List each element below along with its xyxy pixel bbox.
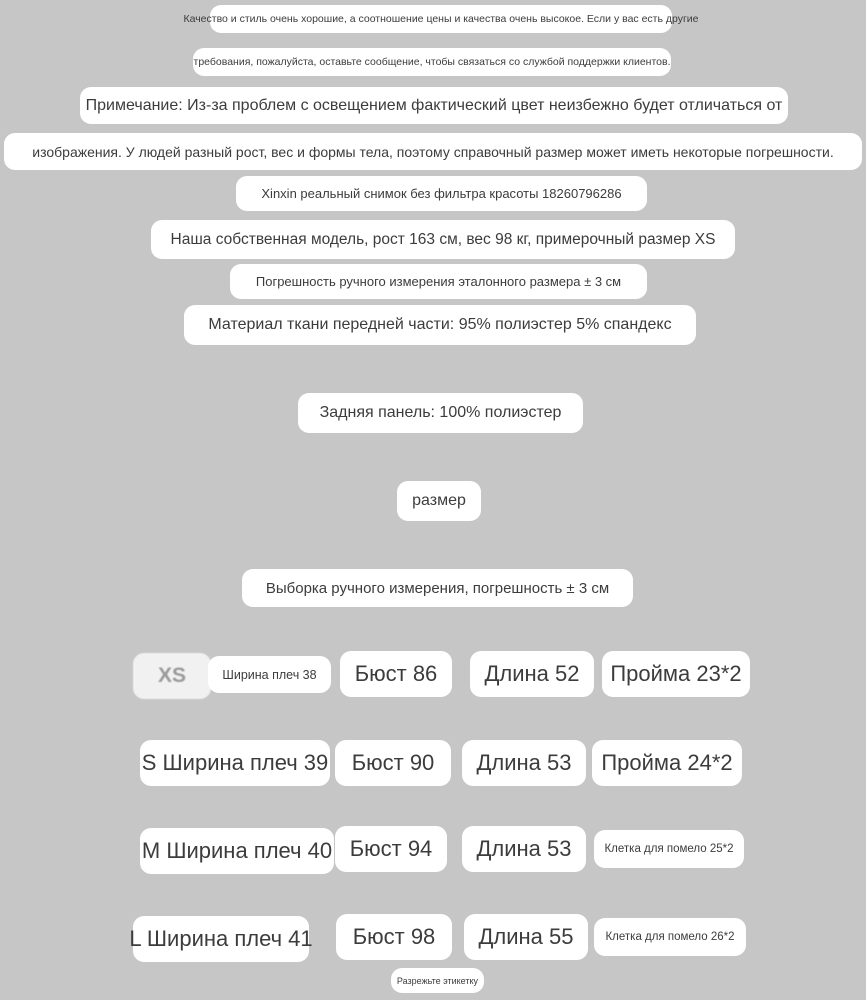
size-s-armhole: Пройма 24*2 bbox=[592, 740, 742, 786]
cut-label-note: Разрежьте этикетку bbox=[391, 968, 484, 993]
size-s-bust: Бюст 90 bbox=[335, 740, 451, 786]
size-l-armhole: Клетка для помело 26*2 bbox=[594, 918, 746, 956]
size-m-bust: Бюст 94 bbox=[335, 826, 447, 872]
size-l-bust: Бюст 98 bbox=[336, 914, 452, 960]
size-l-shoulder: L Ширина плеч 41 bbox=[133, 916, 309, 962]
note-quality: Качество и стиль очень хорошие, а соотношение цены и качества очень высокое. Если у вас есть другие bbox=[210, 5, 672, 33]
note-real-photo: Xinxin реальный снимок без фильтра красоты 18260796286 bbox=[236, 176, 647, 211]
size-heading: размер bbox=[397, 481, 481, 521]
note-front-fabric: Материал ткани передней части: 95% полиэстер 5% спандекс bbox=[184, 305, 696, 345]
size-xs-armhole: Пройма 23*2 bbox=[602, 651, 750, 697]
size-xs-shoulder: Ширина плеч 38 bbox=[208, 656, 331, 693]
size-xs-bust: Бюст 86 bbox=[340, 651, 452, 697]
size-m-shoulder: M Ширина плеч 40 bbox=[140, 828, 334, 874]
note-lighting: Примечание: Из-за проблем с освещением фактический цвет неизбежно будет отличаться от bbox=[80, 87, 788, 124]
note-sample-error: Выборка ручного измерения, погрешность ± 3 см bbox=[242, 569, 633, 607]
size-s-length: Длина 53 bbox=[462, 740, 586, 786]
size-xs-badge: XS bbox=[133, 653, 211, 699]
note-size-error: изображения. У людей разный рост, вес и формы тела, поэтому справочный размер может иметь некоторые погрешности. bbox=[4, 133, 862, 170]
size-xs-length: Длина 52 bbox=[470, 651, 594, 697]
note-model: Наша собственная модель, рост 163 см, вес 98 кг, примерочный размер XS bbox=[151, 220, 735, 259]
size-m-length: Длина 53 bbox=[462, 826, 586, 872]
note-requirements: требования, пожалуйста, оставьте сообщение, чтобы связаться со службой поддержки клиентов. bbox=[193, 48, 671, 76]
size-l-length: Длина 55 bbox=[464, 914, 588, 960]
note-back-panel: Задняя панель: 100% полиэстер bbox=[298, 393, 583, 433]
size-m-armhole: Клетка для помело 25*2 bbox=[594, 830, 744, 868]
size-s-shoulder: S Ширина плеч 39 bbox=[140, 740, 330, 786]
note-measure-error: Погрешность ручного измерения эталонного размера ± 3 см bbox=[230, 264, 647, 299]
